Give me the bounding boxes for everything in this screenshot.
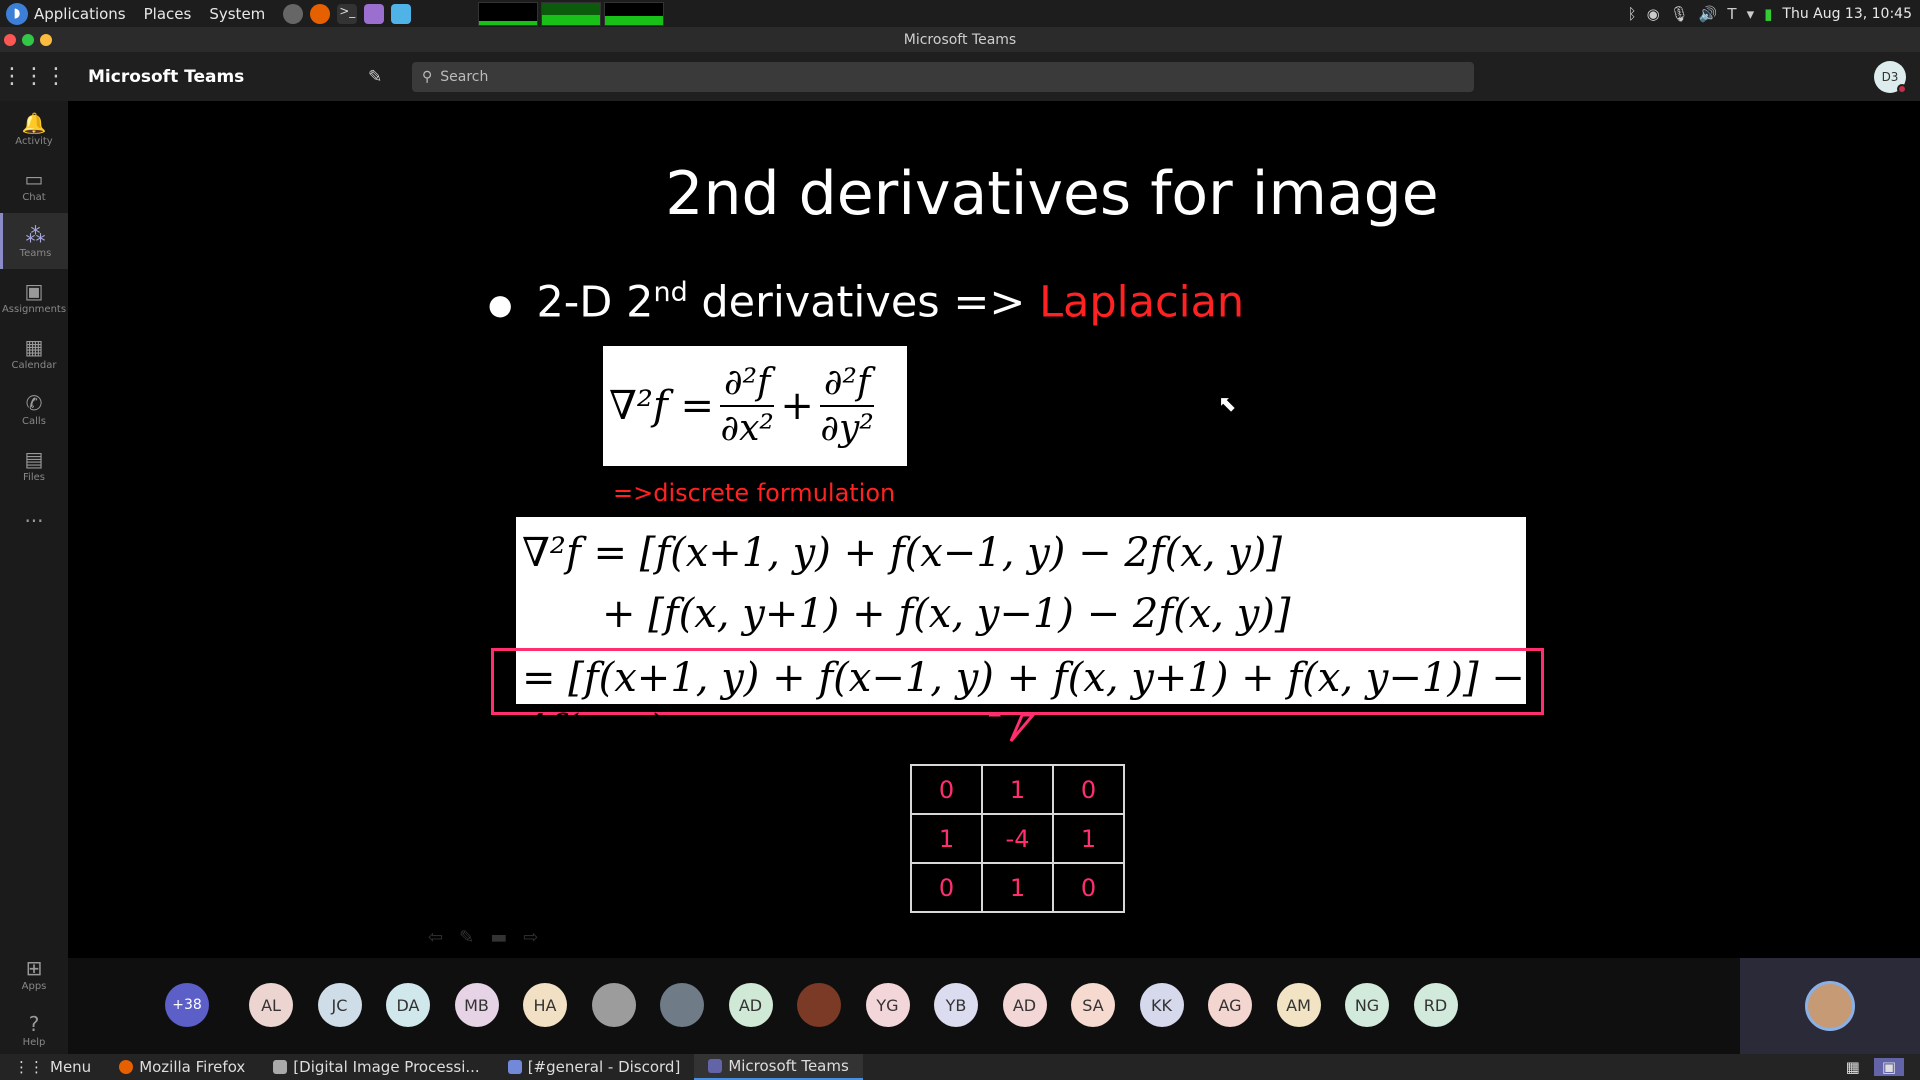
search-placeholder: Search — [440, 68, 489, 85]
more-participants-button[interactable]: +38 — [165, 983, 209, 1027]
participant-avatar[interactable]: SA — [1071, 983, 1115, 1027]
rail-item-assignments[interactable] — [0, 269, 68, 325]
firefox-launcher-icon[interactable] — [310, 4, 330, 24]
rail-label: Files — [23, 471, 45, 483]
kernel-cell: 1 — [1053, 814, 1124, 863]
taskbar-label: [#general - Discord] — [527, 1058, 681, 1076]
rail-item-files[interactable] — [0, 437, 68, 493]
eq2-line1: ∇²f = [f(x+1, y) + f(x−1, y) − 2f(x, y)] — [522, 530, 1282, 576]
profile-avatar[interactable] — [1874, 61, 1906, 93]
eq1-fraction-x — [720, 361, 774, 451]
app-rail — [0, 101, 68, 1054]
participant-avatar[interactable]: DA — [386, 983, 430, 1027]
slide-menu-icon[interactable]: ▬ — [490, 927, 508, 948]
bullet-dot: ● — [488, 288, 513, 322]
kernel-cell: 0 — [1053, 863, 1124, 912]
kernel-cell: 1 — [982, 765, 1053, 814]
taskbar-item-discord[interactable] — [494, 1054, 695, 1080]
workspace-switcher-icon[interactable]: ▦ — [1845, 1058, 1860, 1076]
kernel-cell: 1 — [982, 863, 1053, 912]
participant-avatar[interactable]: YB — [934, 983, 978, 1027]
laplacian-kernel — [910, 764, 1125, 913]
previous-slide-icon[interactable]: ⇦ — [428, 927, 444, 948]
participant-avatar[interactable]: AL — [249, 983, 293, 1027]
participant-avatar[interactable] — [797, 983, 841, 1027]
kernel-cell: -4 — [982, 814, 1053, 863]
rail-item-calendar[interactable] — [0, 325, 68, 381]
cpu-graph — [478, 2, 538, 26]
participant-avatar[interactable]: RD — [1414, 983, 1458, 1027]
kernel-cell: 1 — [911, 814, 982, 863]
settings-launcher-icon[interactable] — [283, 4, 303, 24]
rail-label: Assignments — [1, 303, 67, 315]
participant-avatar[interactable]: AG — [1208, 983, 1252, 1027]
presence-busy-icon — [1897, 84, 1907, 94]
eq2-line2: + [f(x, y+1) + f(x, y−1) − 2f(x, y)] — [602, 591, 1291, 637]
discord-tray-icon[interactable]: ◉ — [1646, 4, 1660, 23]
teams-icon — [708, 1059, 722, 1073]
bullet-highlight: Laplacian — [1039, 277, 1245, 328]
bullet-text-prefix: 2-D 2 — [536, 277, 654, 328]
teams-icon: ⁂ — [25, 222, 46, 247]
rail-label: Apps — [21, 980, 47, 992]
eq1-plus: + — [780, 383, 814, 429]
maximize-window-button[interactable] — [22, 34, 34, 46]
participant-avatar[interactable]: NG — [1345, 983, 1389, 1027]
taskbar-label: Mozilla Firefox — [139, 1058, 246, 1076]
rail-item-activity[interactable] — [0, 101, 68, 157]
laplacian-equation — [603, 346, 907, 466]
self-video-preview[interactable] — [1740, 958, 1920, 1054]
kernel-row — [911, 765, 1124, 814]
participant-avatar[interactable]: AD — [729, 983, 773, 1027]
teams-tray-icon[interactable]: T — [1727, 4, 1737, 23]
down-arrow-icon — [987, 713, 1035, 745]
taskbar-item-teams[interactable] — [694, 1054, 863, 1080]
volume-icon[interactable]: 🔊 — [1698, 4, 1718, 23]
teams-notify-icon[interactable]: ▣ — [1874, 1058, 1904, 1076]
microphone-icon[interactable]: 🎙 — [1669, 4, 1689, 23]
participant-avatar[interactable]: YG — [866, 983, 910, 1027]
editor-launcher-icon[interactable] — [391, 4, 411, 24]
phone-icon: ✆ — [25, 390, 43, 415]
profile-initials: D3 — [1881, 70, 1899, 84]
slide-controls — [428, 927, 538, 948]
start-menu-label: Menu — [50, 1058, 92, 1076]
participant-avatar[interactable]: AD — [1003, 983, 1047, 1027]
taskbar-label: [Digital Image Processi... — [293, 1058, 480, 1076]
start-menu-button[interactable] — [0, 1054, 105, 1080]
menu-system[interactable]: System — [209, 4, 266, 23]
mouse-pointer-icon: ⬉ — [1218, 392, 1237, 417]
new-chat-icon[interactable]: ✎ — [368, 66, 383, 87]
pen-icon[interactable]: ✎ — [459, 927, 475, 948]
kernel-row — [911, 814, 1124, 863]
search-input[interactable] — [412, 62, 1474, 92]
kernel-cell: 0 — [911, 765, 982, 814]
rail-item-teams[interactable] — [0, 213, 68, 269]
apps-icon: ⊞ — [25, 955, 43, 980]
rail-item-apps[interactable] — [0, 946, 68, 1002]
taskbar-item-pdf[interactable] — [259, 1054, 493, 1080]
system-top-bar — [0, 0, 1920, 27]
participant-avatar[interactable]: JC — [318, 983, 362, 1027]
bullet-superscript: nd — [653, 277, 688, 308]
eq1-frac2-num: ∂²f — [820, 361, 874, 407]
document-icon — [273, 1060, 287, 1074]
participants-bar — [68, 958, 1920, 1054]
bell-icon: 🔔 — [21, 110, 47, 135]
slide-bullet — [488, 277, 1244, 327]
combined-equation: = [f(x+1, y) + f(x−1, y) + f(x, y+1) + f(x, y−1)] − 4f(x, y) — [516, 652, 1526, 704]
participant-avatar[interactable] — [592, 983, 636, 1027]
search-icon: ⚲ — [422, 68, 433, 85]
rail-label: Chat — [22, 191, 46, 203]
close-window-button[interactable] — [4, 34, 16, 46]
participant-avatar[interactable]: HA — [523, 983, 567, 1027]
eq1-frac2-den: ∂y² — [820, 408, 874, 449]
discord-icon — [508, 1060, 522, 1074]
kernel-row — [911, 863, 1124, 912]
window-titlebar — [0, 27, 1920, 52]
eq1-frac1-num: ∂²f — [720, 361, 774, 407]
rail-label: Teams — [19, 247, 52, 259]
rail-label: Help — [22, 1036, 46, 1048]
network-graph — [604, 2, 664, 26]
eq1-frac1-den: ∂x² — [720, 408, 774, 449]
window-title: Microsoft Teams — [903, 31, 1017, 48]
firefox-icon — [119, 1060, 133, 1074]
app-launcher-icon[interactable]: ⋮⋮⋮ — [1, 64, 67, 89]
bluetooth-icon[interactable]: ᛒ — [1627, 4, 1637, 23]
rail-item-chat[interactable] — [0, 157, 68, 213]
taskbar-item-firefox[interactable] — [105, 1054, 259, 1080]
taskbar-label: Microsoft Teams — [728, 1057, 849, 1075]
notes-launcher-icon[interactable] — [364, 4, 384, 24]
next-slide-icon[interactable]: ⇨ — [523, 927, 539, 948]
eq1-fraction-y — [820, 361, 874, 451]
eq1-lhs: ∇²f = — [609, 383, 714, 429]
wifi-icon[interactable]: ▾ — [1746, 4, 1755, 23]
rail-label: Calendar — [11, 359, 57, 371]
self-avatar — [1805, 981, 1855, 1031]
battery-icon[interactable]: ▮ — [1764, 4, 1773, 23]
kernel-cell: 0 — [1053, 765, 1124, 814]
grid-icon: ⋮⋮ — [14, 1058, 44, 1076]
menu-places[interactable]: Places — [143, 4, 192, 23]
participant-avatar[interactable]: AM — [1277, 983, 1321, 1027]
participant-avatar[interactable] — [660, 983, 704, 1027]
participant-avatar[interactable]: MB — [455, 983, 499, 1027]
file-icon: ▤ — [24, 446, 44, 471]
minimize-window-button[interactable] — [40, 34, 52, 46]
more-icon: ··· — [24, 509, 44, 533]
app-title: Microsoft Teams — [88, 66, 245, 87]
terminal-launcher-icon[interactable]: >_ — [337, 4, 357, 24]
help-icon: ? — [28, 1011, 40, 1036]
shared-screen-stage — [68, 101, 1920, 958]
distro-logo-icon[interactable]: ◗ — [6, 3, 28, 25]
os-taskbar — [0, 1054, 1920, 1080]
assignments-icon: ▣ — [24, 278, 44, 303]
participant-avatar[interactable]: KK — [1140, 983, 1184, 1027]
rail-label: Calls — [22, 415, 46, 427]
clock[interactable]: Thu Aug 13, 10:45 — [1782, 5, 1912, 22]
discrete-formulation-label: =>discrete formulation — [613, 479, 896, 507]
chat-icon: ▭ — [24, 166, 44, 191]
kernel-cell: 0 — [911, 863, 982, 912]
rail-item-help[interactable] — [0, 1002, 68, 1058]
more-apps-button[interactable] — [0, 493, 68, 549]
slide-title: 2nd derivatives for image — [665, 159, 1439, 229]
memory-graph — [541, 2, 601, 26]
bullet-text-mid: derivatives => — [687, 277, 1040, 328]
rail-label: Activity — [15, 135, 53, 147]
rail-item-calls[interactable] — [0, 381, 68, 437]
menu-applications[interactable]: Applications — [34, 4, 126, 23]
calendar-icon: ▦ — [24, 334, 44, 359]
teams-header — [0, 52, 1920, 101]
